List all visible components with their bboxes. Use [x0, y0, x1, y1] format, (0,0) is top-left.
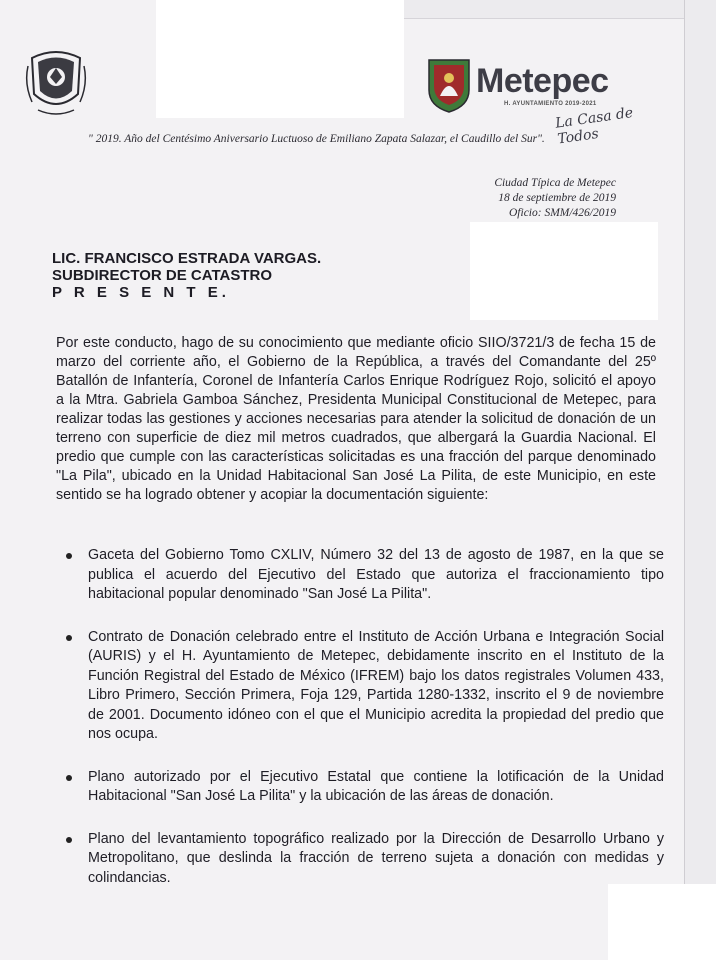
list-item [64, 628, 664, 745]
brand-name: Metepec [476, 62, 609, 100]
list-item [64, 546, 664, 605]
brand-slogan: La Casa de Todos [554, 104, 635, 148]
addressee-presente: P R E S E N T E. [52, 284, 230, 301]
list-item [64, 830, 664, 889]
meta-city: Ciudad Típica de Metepec [494, 177, 616, 189]
redaction-right [470, 222, 658, 320]
body-paragraph: Por este conducto, hago de su conocimiento que mediante oficio SIIO/3721/3 de fecha 15 de marzo del corriente año, el Gobierno de la República, a través del Comandante del 25º Batallón de Infantería, Coronel de Infantería Carlos Enrique Rodríguez Rojo, solicitó el apoyo a la Mtra. Gabriela Gamboa Sánchez, Presidenta Municipal Constitucional de Metepec, para realizar todas las gestiones y acciones necesarias para atender la solicitud de donación de un terreno con superficie de diez mil metros cuadrados, que albergará la Guardia Nacional. El predio que cumple con las características solicitadas es una fracción del parque denominado "La Pila", ubicado en la Unidad Habitacional San José La Pilita, de este Municipio, en este sentido se ha logrado obtener y acopiar la documentación siguiente: [56, 335, 656, 503]
bullet-icon [66, 837, 72, 843]
meta-date: 18 de septiembre de 2019 [498, 192, 616, 204]
bullet-icon [66, 775, 72, 781]
background-paper-top [400, 0, 716, 19]
background-paper-right [684, 0, 716, 960]
state-seal-icon [24, 44, 88, 118]
addressee-name: LIC. FRANCISCO ESTRADA VARGAS. [52, 250, 322, 267]
list-item [64, 768, 664, 807]
brand-subtitle: H. AYUNTAMIENTO 2019-2021 [504, 101, 597, 107]
list-item-text: Gaceta del Gobierno Tomo CXLIV, Número 32 del 13 de agosto de 1987, en la que se publica el acuerdo del Ejecutivo del Estado que autoriza el fraccionamiento tipo habitacional popular denominado "San José La Pilita". [88, 547, 664, 602]
year-motto: " 2019. Año del Centésimo Aniversario Luctuoso de Emiliano Zapata Salazar, el Caudillo del Sur". [88, 133, 545, 145]
addressee-block [52, 250, 321, 301]
bullet-icon [66, 635, 72, 641]
letter-meta [494, 176, 616, 221]
metepec-logo [426, 56, 666, 148]
addressee-title: SUBDIRECTOR DE CATASTRO [52, 267, 273, 284]
list-item-text: Plano autorizado por el Ejecutivo Estatal que contiene la lotificación de la Unidad Habitacional "San José La Pilita" y la ubicación de las áreas de donación. [88, 768, 664, 804]
redaction-top [156, 0, 404, 118]
bullet-icon [66, 553, 72, 559]
list-item-text: Contrato de Donación celebrado entre el Instituto de Acción Urbana e Integración Social (AURIS) y el H. Ayuntamiento de Metepec, debidamente inscrito en el Instituto de la Función Registral del Estado de México (IFREM) bajo los datos registrales Volumen 433, Libro Primero, Sección Primera, Foja 129, Partida 1280-1332, inscrito el 9 de noviembre de 2001. Documento idóneo con el que el Municipio acredita la propiedad del predio que nos ocupa. [88, 628, 664, 742]
metepec-shield-icon [426, 56, 472, 114]
meta-office-number: Oficio: SMM/426/2019 [509, 207, 616, 219]
document-list [64, 546, 664, 911]
list-item-text: Plano del levantamiento topográfico realizado por la Dirección de Desarrollo Urbano y Metropolitano, que deslinda la fracción de terreno sujeta a donación con medidas y colindancias. [88, 830, 664, 886]
